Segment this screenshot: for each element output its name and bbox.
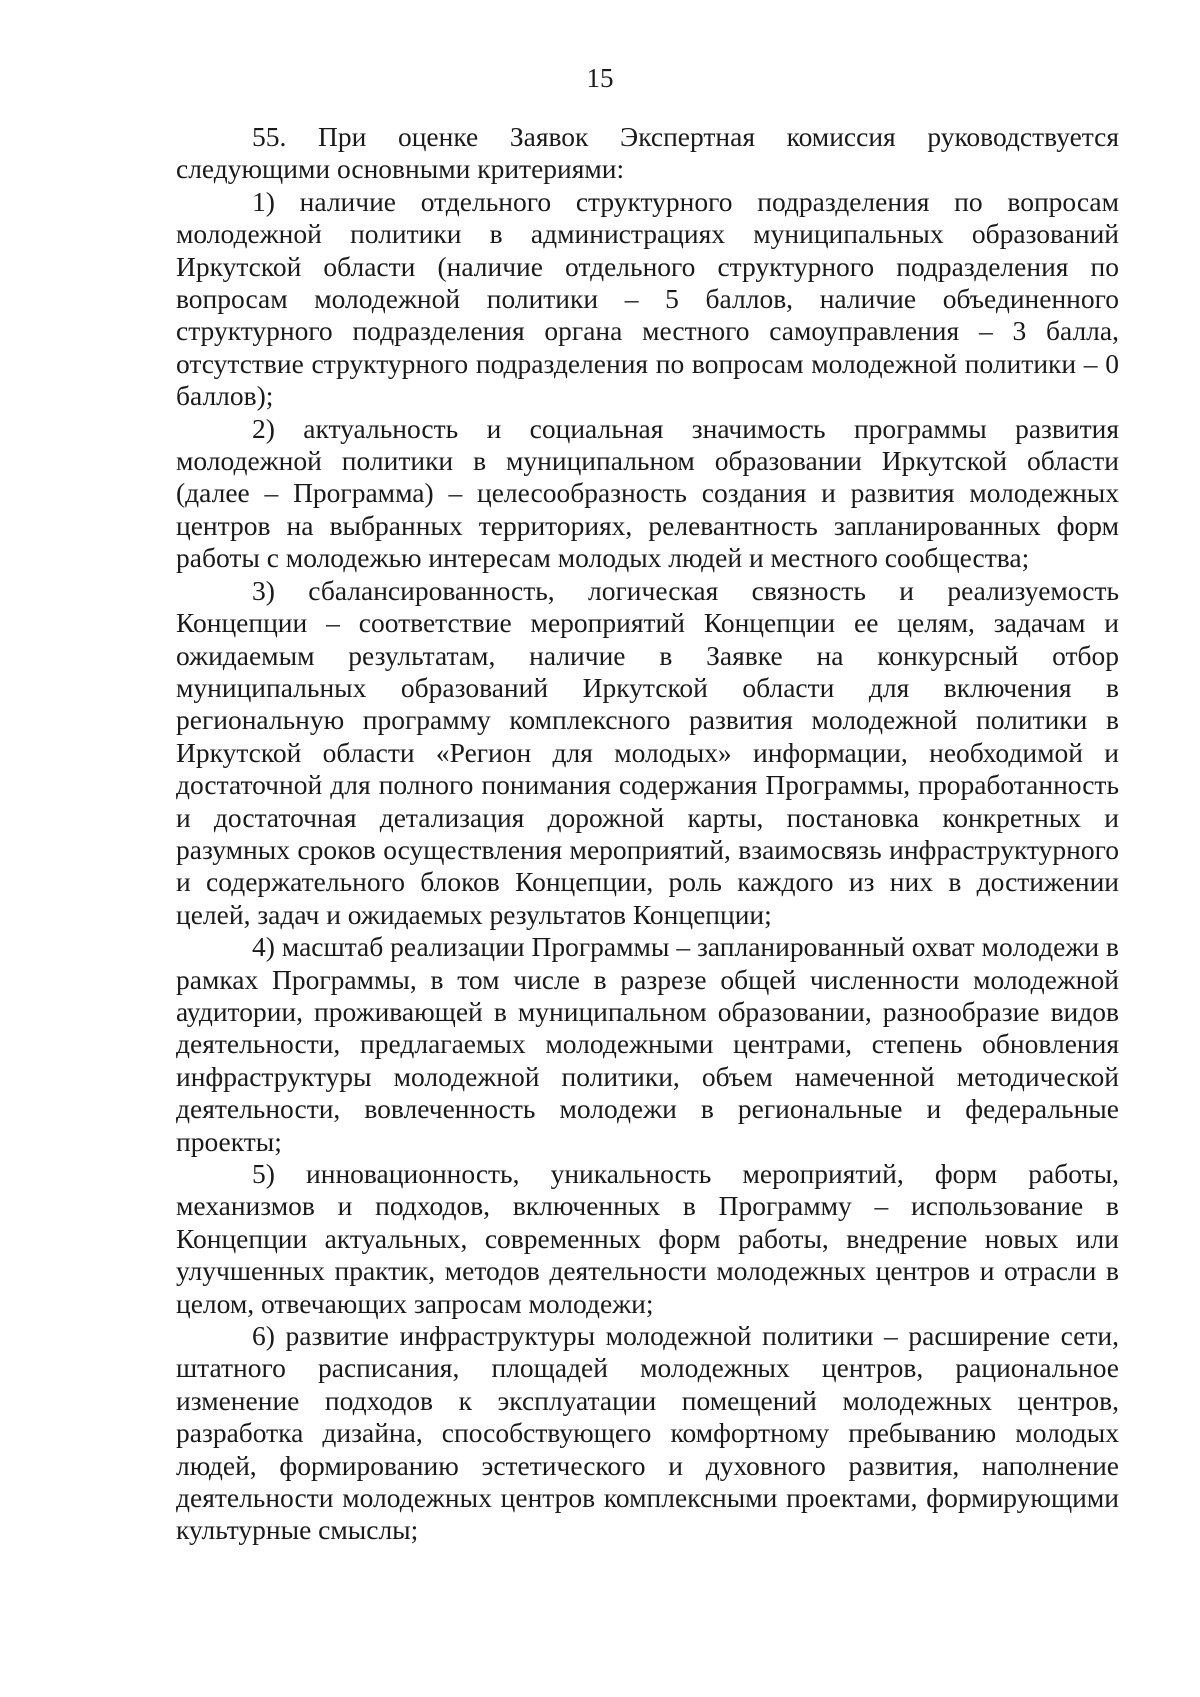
paragraph-criterion-3: 3) сбалансированность, логическая связность и реализуемость Концепции – соответствие мероприятий Концепции ее целям, задачам и ожидаемым результатам, наличие в Заявке на конкурсный отбор муниципальных образований Иркутской области для включения в региональную программу комплексного развития молодежной политики в Иркутской области «Регион для молодых» информации, необходимой и достаточной для полного понимания содержания Программы, проработанность и достаточная детализация дорожной карты, постановка конкретных и разумных сроков осуществления мероприятий, взаимосвязь инфраструктурного и содержательного блоков Концепции, роль каждого из них в достижении целей, задач и ожидаемых результатов Концепции; [176,574,1119,930]
paragraph-criterion-1: 1) наличие отдельного структурного подразделения по вопросам молодежной политики в администрациях муниципальных образований Иркутской области (наличие отдельного структурного подразделения по вопросам молодежной политики – 5 баллов, наличие объединенного структурного подразделения органа местного самоуправления – 3 балла, отсутствие структурного подразделения по вопросам молодежной политики – 0 баллов); [176,185,1119,412]
paragraph-criteria-intro: 55. При оценке Заявок Экспертная комиссия руководствуется следующими основными критериями: [176,121,1119,185]
paragraph-criterion-6: 6) развитие инфраструктуры молодежной политики – расширение сети, штатного расписания, площадей молодежных центров, рациональное изменение подходов к эксплуатации помещений молодежных центров, разработка дизайна, способствующего комфортному пребыванию молодых людей, формированию эстетического и духовного развития, наполнение деятельности молодежных центров комплексными проектами, формирующими культурные смыслы; [176,1320,1119,1546]
paragraph-criterion-4: 4) масштаб реализации Программы – запланированный охват молодежи в рамках Программы, в том числе в разрезе общей численности молодежной аудитории, проживающей в муниципальном образовании, разнообразие видов деятельности, предлагаемых молодежными центрами, степень обновления инфраструктуры молодежной политики, объем намеченной методической деятельности, вовлеченность молодежи в региональные и федеральные проекты; [176,931,1119,1157]
page-number: 15 [586,63,614,93]
paragraph-criterion-2: 2) актуальность и социальная значимость программы развития молодежной политики в муниципальном образовании Иркутской области (далее – Программа) – целесообразность создания и развития молодежных центров на выбранных территориях, релевантность запланированных форм работы с молодежью интересам молодых людей и местного сообщества; [176,412,1119,574]
paragraph-criterion-5: 5) инновационность, уникальность мероприятий, форм работы, механизмов и подходов, включенных в Программу – использование в Концепции актуальных, современных форм работы, внедрение новых или улучшенных практик, методов деятельности молодежных центров и отрасли в целом, отвечающих запросам молодежи; [176,1158,1119,1319]
document-body [176,121,1119,1547]
